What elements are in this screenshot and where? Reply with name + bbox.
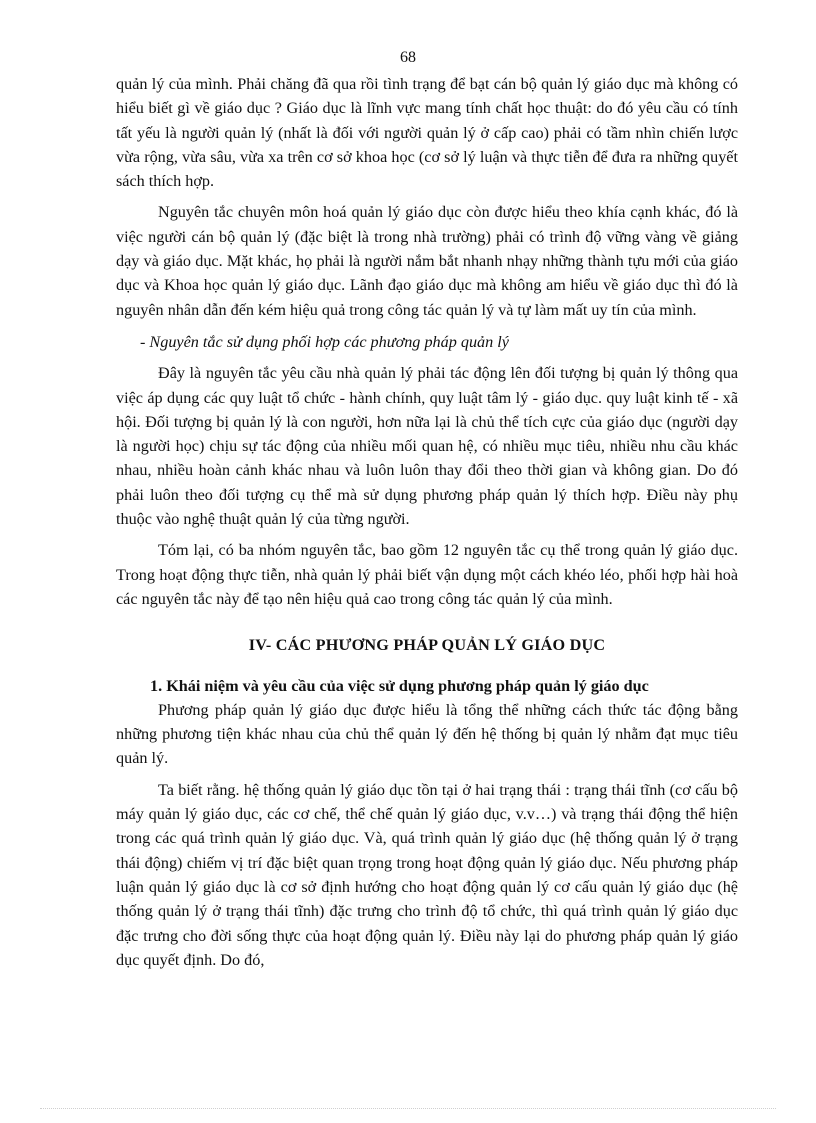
- principle-heading: - Nguyên tắc sử dụng phối hợp các phương pháp quản lý: [140, 332, 509, 351]
- paragraph-specialization: Nguyên tắc chuyên môn hoá quản lý giáo dục còn được hiểu theo khía cạnh khác, đó là việc người cán bộ quản lý (đặc biệt là trong nhà trường) phải có trình độ vững vàng về giảng dạy và giáo dục. Mặt khác, họ phải là người nắm bắt nhanh nhạy những thành tựu mới của giáo dục và Khoa học quản lý giáo dục. Lãnh đạo giáo dục mà không am hiểu về giáo dục thì đó là nguyên nhân dẫn đến kém hiệu quả trong công tác quản lý và tự làm mất uy tín của mình.: [116, 203, 738, 319]
- paragraph-principle-description: Đây là nguyên tắc yêu cầu nhà quản lý phải tác động lên đối tượng bị quản lý thông qua việc áp dụng các quy luật tổ chức - hành chính, quy luật tâm lý - giáo dục. quy luật kinh tế - xã hội. Đối tượng bị quản lý là con người, hơn nữa lại là chủ thể tích cực của giáo dục (người dạy là người học) chịu sự tác động của nhiều mối quan hệ, có nhiều mục tiêu, nhiều nhu cầu khác nhau, nhiều hoàn cảnh khác nhau và luôn luôn thay đổi theo thời gian và không gian. Do đó phải luôn theo đối tượng cụ thể mà sử dụng phương pháp quản lý thích hợp. Điều này phụ thuộc vào nghệ thuật quản lý của từng người.: [116, 364, 738, 529]
- body-text: [116, 72, 738, 972]
- page-number: 68: [400, 49, 416, 66]
- paragraph-system-states: Ta biết rằng. hệ thống quản lý giáo dục tồn tại ở hai trạng thái : trạng thái tĩnh (cơ cấu bộ máy quản lý giáo dục, các cơ chế, thể chế quản lý giáo dục, v.v…) và trạng thái động thể hiện trong các quá trình quản lý giáo dục. Và, quá trình quản lý giáo dục (hệ thống quản lý ở trạng thái động) chiếm vị trí đặc biệt quan trọng trong hoạt động quản lý giáo dục. Nếu phương pháp luận quản lý giáo dục là cơ sở định hướng cho hoạt động quản lý cơ cấu quản lý giáo dục (hệ thống quản lý ở trạng thái tĩnh) đặc trưng cho trình độ tổ chức, thì quá trình quản lý giáo dục đặc trưng cho đời sống thực của hoạt động quản lý. Điều này lại do phương pháp quản lý giáo dục quyết định. Do đó,: [116, 780, 738, 969]
- paragraph-definition: Phương pháp quản lý giáo dục được hiểu là tổng thể những cách thức tác động bằng những phương tiện khác nhau của chủ thể quản lý đến hệ thống bị quản lý nhằm đạt mục tiêu quản lý.: [116, 700, 738, 768]
- subsection-heading: 1. Khái niệm và yêu cầu của việc sử dụng phương pháp quản lý giáo dục: [150, 676, 649, 695]
- paragraph-continuation: quản lý của mình. Phải chăng đã qua rồi tình trạng để bạt cán bộ quản lý giáo dục mà không có hiểu biết gì về giáo dục ? Giáo dục là lĩnh vực mang tính chất học thuật: do đó yêu cầu có tính tất yếu là người quản lý (nhất là đối với người quản lý ở cấp cao) phải có tầm nhìn chiến lược vừa rộng, vừa sâu, vừa xa trên cơ sở khoa học (cơ sở lý luận và thực tiễn để đưa ra những quyết sách thích hợp.: [116, 75, 738, 191]
- footer-divider: [40, 1108, 776, 1109]
- section-heading: IV- CÁC PHƯƠNG PHÁP QUẢN LÝ GIÁO DỤC: [248, 636, 606, 655]
- paragraph-summary: Tóm lại, có ba nhóm nguyên tắc, bao gồm 12 nguyên tắc cụ thể trong quản lý giáo dục. Trong hoạt động thực tiễn, nhà quản lý phải biết vận dụng một cách khéo léo, phối hợp hài hoà các nguyên tắc này để tạo nên hiệu quả cao trong công tác quản lý của mình.: [116, 541, 738, 608]
